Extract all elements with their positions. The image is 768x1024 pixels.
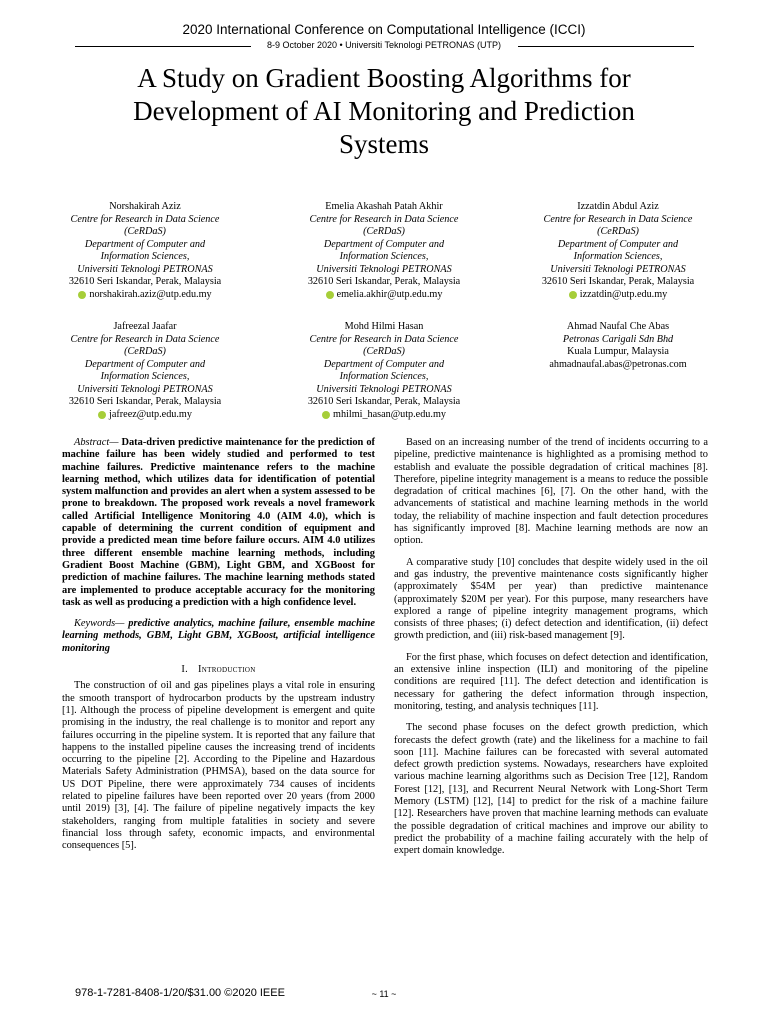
author-block [40,201,250,303]
section-title: Introduction [198,664,256,676]
author-email[interactable]: izzatdin@utp.edu.my [579,288,668,300]
title-line-2: Development of AI Monitoring and Prediction [133,96,635,126]
author-affiliation: Department of Computer and [323,358,445,370]
author-affiliation: Department of Computer and [84,238,206,250]
abstract-label: Abstract— [74,437,119,448]
author-affiliation: Centre for Research in Data Science [70,333,220,345]
abstract-text: Data-driven predictive maintenance for the prediction of machine failure has been widely studied and performed to test machine failures. Predictive maintenance refers to the machine learning method, which utilizes data for identification of potential system malfunction and provides an alert when a system assessed to be prone to breakdown. The proposed work reveals a novel framework called Artificial Intelligence Monitoring 4.0 (AIM 4.0), which is capable of determining the current condition of equipment and provide a predicted mean time before failure occurs. AIM 4.0 utilizes three different ensemble machine learning methods, including Gradient Boost Machine (GBM), Light GBM, and XGBoost for prediction of machine failures. The machine learning methods stated are implemented to produce acceptable accuracy for the monitoring task as well as producing a prediction with a high confidence level. [62,437,375,608]
author-affiliation: Centre for Research in Data Science [70,213,220,225]
body-paragraph: A comparative study [10] concludes that despite widely used in the oil and gas industry, the preventive maintenance costs significantly higher (approximately $54M per year) than predictive maintenance (approximately $20M per year). For this purpose, many researchers have explored a range of pipeline integrity management programs, which consists of three phases; (i) defect detection and identification, (ii) defect growth prediction, and (iii) risk-based management [9]. [394,556,708,642]
author-address: 32610 Seri Iskandar, Perak, Malaysia [68,396,222,407]
conference-title: 2020 International Conference on Computational Intelligence (ICCI) [182,22,586,37]
right-column [394,437,708,867]
orcid-icon[interactable] [569,291,577,299]
author-address: 32610 Seri Iskandar, Perak, Malaysia [68,276,222,287]
body-paragraph: The second phase focuses on the defect growth prediction, which forecasts the defect growth (rate) and the likeliness for a machine to fail soon [11]. Machine failures can be forecasted with several automated defect growth prediction systems. Nowadays, researchers have exploited various machine learning algorithms such as Decision Tree [12], Random Forest [12], [13], and Recurrent Neural Network with Long-Short Term Memory (LSTM) [12], [14] to predict for the risk of a machine failure [12]. Researchers have proven that machine learning methods can evaluate the possible degradation of critical machines and improve our ability to predict the probability of a machine failing accurately with the help of expert domain knowledge. [394,722,708,857]
author-affiliation: (CeRDaS) [124,346,166,357]
orcid-icon[interactable] [98,411,106,419]
author-affiliation: Centre for Research in Data Science [543,213,693,225]
author-affiliation: Centre for Research in Data Science [309,333,459,345]
author-address: 32610 Seri Iskandar, Perak, Malaysia [307,396,461,407]
title-line-1: A Study on Gradient Boosting Algorithms for [137,63,631,93]
author-block [279,201,489,303]
author-name: Ahmad Naufal Che Abas [566,321,670,332]
keywords-label: Keywords— [74,618,125,630]
author-affiliation: Department of Computer and [323,238,445,250]
author-affiliation: Universiti Teknologi PETRONAS [316,383,452,395]
author-affiliation: Department of Computer and [557,238,679,250]
author-email[interactable]: mhilmi_hasan@utp.edu.my [333,408,446,420]
author-affiliation: Department of Computer and [84,358,206,370]
author-affiliation: Information Sciences, [100,371,190,382]
author-address: 32610 Seri Iskandar, Perak, Malaysia [541,276,695,287]
keywords [62,618,375,655]
author-block [40,321,250,423]
author-affiliation: Centre for Research in Data Science [309,213,459,225]
footer-copyright: 978-1-7281-8408-1/20/$31.00 ©2020 IEEE [75,987,285,999]
author-block [513,321,723,371]
title-line-3: Systems [338,129,430,159]
author-affiliation: Universiti Teknologi PETRONAS [77,263,213,275]
abstract [62,437,375,609]
author-address: Kuala Lumpur, Malaysia [567,346,669,357]
orcid-icon[interactable] [326,291,334,299]
author-affiliation: Information Sciences, [339,371,429,382]
author-block [279,321,489,423]
author-name: Emelia Akashah Patah Akhir [325,201,443,212]
section-heading [62,664,375,676]
author-address: 32610 Seri Iskandar, Perak, Malaysia [307,276,461,287]
author-block [513,201,723,303]
author-affiliation: Information Sciences, [100,251,190,262]
author-affiliation: (CeRDaS) [363,346,405,357]
author-affiliation: Petronas Carigali Sdn Bhd [562,333,674,345]
author-affiliation: Universiti Teknologi PETRONAS [316,263,452,275]
author-email[interactable]: ahmadnaufal.abas@petronas.com [549,358,687,370]
author-name: Jafreezal Jaafar [113,321,177,332]
author-affiliation: Information Sciences, [339,251,429,262]
author-name: Izzatdin Abdul Aziz [577,201,659,212]
orcid-icon[interactable] [322,411,330,419]
keywords-text: predictive analytics, machine failure, ensemble machine learning methods, GBM, Light GBM, XGBoost, artificial intelligence monitoring [62,618,375,654]
header-rule-right [518,46,694,47]
body-paragraph: Based on an increasing number of the trend of incidents occurring to a pipeline, predictive maintenance is highlighted as a promising method to establish and evaluate the possible degradation of critical machines [8]. Therefore, pipeline integrity management is a means to reduce the possible degradation of critical machines [6], [7]. On the other hand, with the advancements of statistical and machine learning methods in the world today, the reliability of machine inspection and fault detection procedures has significantly improved [8]. Machine learning methods are now an option. [394,437,708,547]
body-paragraph: The construction of oil and gas pipelines plays a vital role in ensuring the smooth transport of hydrocarbon products by the upstream industry [1]. Although the process of pipeline development is emergent and quite promising in the industry, the real challenge is to monitor and report any failures occurring in the pipeline system. It is reported that any failure that happens to the installed pipeline causes the increasing trend of incidents occurring to the pipeline [2]. According to the Pipeline and Hazardous Materials Safety Administration (PHMSA), based on the data source for US DOT Pipeline, there were approximately 734 causes of incidents related to pipeline failures have been reported over 20 years (from 2000 until 2019) [3], [4]. The failure of pipeline negatively impacts the key stakeholders, ranging from multiple fatalities in society and severe financial loss through safety, economic impacts, and environmental consequences [5]. [62,680,375,852]
author-affiliation: (CeRDaS) [363,226,405,237]
author-affiliation: (CeRDaS) [597,226,639,237]
author-name: Mohd Hilmi Hasan [344,321,424,332]
body-paragraph: For the first phase, which focuses on defect detection and identification, an extensive inline inspection (ILI) and monitoring of the pipeline conditions are required [11]. The defect detection and identification is necessary for gathering the defect information through inspection, monitoring, testing, and analysis techniques [11]. [394,651,708,712]
left-column [62,437,375,862]
author-affiliation: (CeRDaS) [124,226,166,237]
page-number: ~ 11 ~ [371,989,397,999]
author-email[interactable]: jafreez@utp.edu.my [109,408,192,420]
author-name: Norshakirah Aziz [109,201,181,212]
author-affiliation: Universiti Teknologi PETRONAS [77,383,213,395]
section-number: I. [181,664,189,676]
author-affiliation: Information Sciences, [573,251,663,262]
paper-title [40,62,728,161]
author-email[interactable]: emelia.akhir@utp.edu.my [336,288,443,300]
orcid-icon[interactable] [78,291,86,299]
author-affiliation: Universiti Teknologi PETRONAS [550,263,686,275]
conference-dates: 8-9 October 2020 • Universiti Teknologi PETRONAS (UTP) [266,40,502,50]
author-email[interactable]: norshakirah.aziz@utp.edu.my [89,288,212,300]
